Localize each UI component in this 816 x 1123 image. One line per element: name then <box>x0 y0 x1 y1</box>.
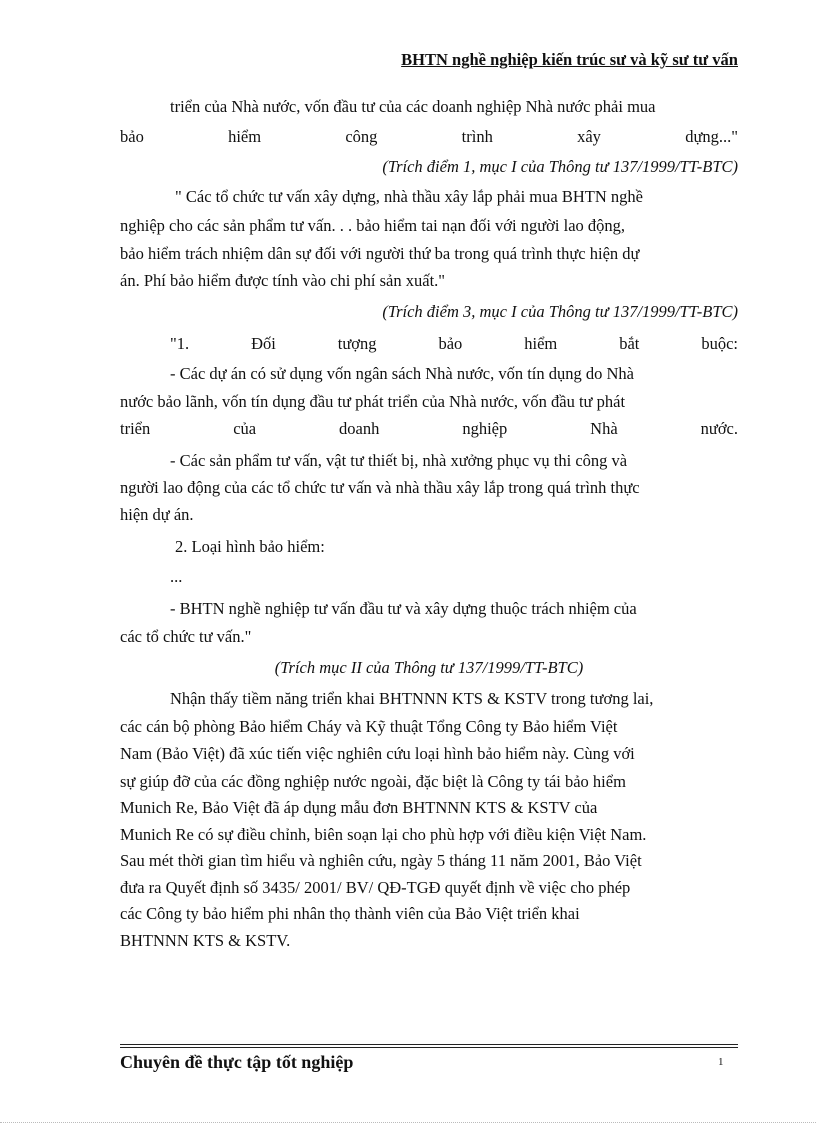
text-line: Nam (Bảo Việt) đã xúc tiến việc nghiên cứu loại hình bảo hiểm này. Cùng với <box>120 744 635 763</box>
text-line: Munich Re có sự điều chỉnh, biên soạn lại cho phù hợp với điều kiện Việt Nam. <box>120 825 647 844</box>
text-line: các Công ty bảo hiểm phi nhân thọ thành viên của Bảo Việt triển khai <box>120 904 580 923</box>
text-line: các cán bộ phòng Bảo hiểm Cháy và Kỹ thuật Tổng Công ty Bảo hiểm Việt <box>120 717 618 736</box>
text-line: Sau mét thời gian tìm hiểu và nghiên cứu, ngày 5 tháng 11 năm 2001, Bảo Việt <box>120 851 642 870</box>
footer-title: Chuyên đề thực tập tốt nghiệp <box>120 1052 354 1072</box>
text-line: bảo hiểm công trình xây dựng..." <box>120 127 738 146</box>
text-line: hiện dự án. <box>120 505 194 524</box>
text-line: - Các sản phẩm tư vấn, vật tư thiết bị, nhà xưởng phục vụ thi công và <box>170 451 628 470</box>
text-line: " Các tổ chức tư vấn xây dựng, nhà thầu xây lắp phải mua BHTN nghề <box>175 187 643 206</box>
header-title: BHTN nghề nghiệp kiến trúc sư và kỹ sư tư vấn <box>401 50 738 69</box>
page-header <box>120 50 738 70</box>
text-line: triển của Nhà nước, vốn đầu tư của các doanh nghiệp Nhà nước phải mua <box>170 97 656 116</box>
citation: (Trích điểm 1, mục I của Thông tư 137/1999/TT-BTC) <box>382 157 738 176</box>
footer-rule <box>120 1047 738 1048</box>
text-line: "1. Đối tượng bảo hiểm bắt buộc: <box>170 334 738 353</box>
text-line: bảo hiểm trách nhiệm dân sự đối với người thứ ba trong quá trình thực hiện dự <box>120 244 640 263</box>
footer-rule <box>120 1044 738 1045</box>
text-line: các tổ chức tư vấn." <box>120 627 252 646</box>
page-number: 1 <box>718 1056 724 1068</box>
text-line: nghiệp cho các sản phẩm tư vấn. . . bảo hiểm tai nạn đối với người lao động, <box>120 216 626 235</box>
text-line: - Các dự án có sử dụng vốn ngân sách Nhà nước, vốn tín dụng do Nhà <box>170 364 635 383</box>
citation: (Trích điểm 3, mục I của Thông tư 137/1999/TT-BTC) <box>382 302 738 321</box>
text-line: Nhận thấy tiềm năng triển khai BHTNNN KTS & KSTV trong tương lai, <box>170 689 654 708</box>
text-line: người lao động của các tổ chức tư vấn và nhà thầu xây lắp trong quá trình thực <box>120 478 640 497</box>
text-line: - BHTN nghề nghiệp tư vấn đầu tư và xây dựng thuộc trách nhiệm của <box>170 599 637 618</box>
citation: (Trích mục II của Thông tư 137/1999/TT-BTC) <box>274 658 584 677</box>
text-line: 2. Loại hình bảo hiểm: <box>175 537 325 556</box>
text-line: BHTNNN KTS & KSTV. <box>120 931 291 950</box>
text-line: ... <box>170 567 183 586</box>
text-line: Munich Re, Bảo Việt đã áp dụng mẫu đơn BHTNNN KTS & KSTV của <box>120 798 598 817</box>
text-line: triển của doanh nghiệp Nhà nước. <box>120 419 738 438</box>
text-line: nước bảo lãnh, vốn tín dụng đầu tư phát triển của Nhà nước, vốn đầu tư phát <box>120 392 626 411</box>
text-line: đưa ra Quyết định số 3435/ 2001/ BV/ QĐ-TGĐ quyết định về việc cho phép <box>120 878 631 897</box>
text-line: sự giúp đỡ của các đồng nghiệp nước ngoài, đặc biệt là Công ty tái bảo hiểm <box>120 772 626 791</box>
text-line: án. Phí bảo hiểm được tính vào chi phí sản xuất." <box>120 271 446 290</box>
